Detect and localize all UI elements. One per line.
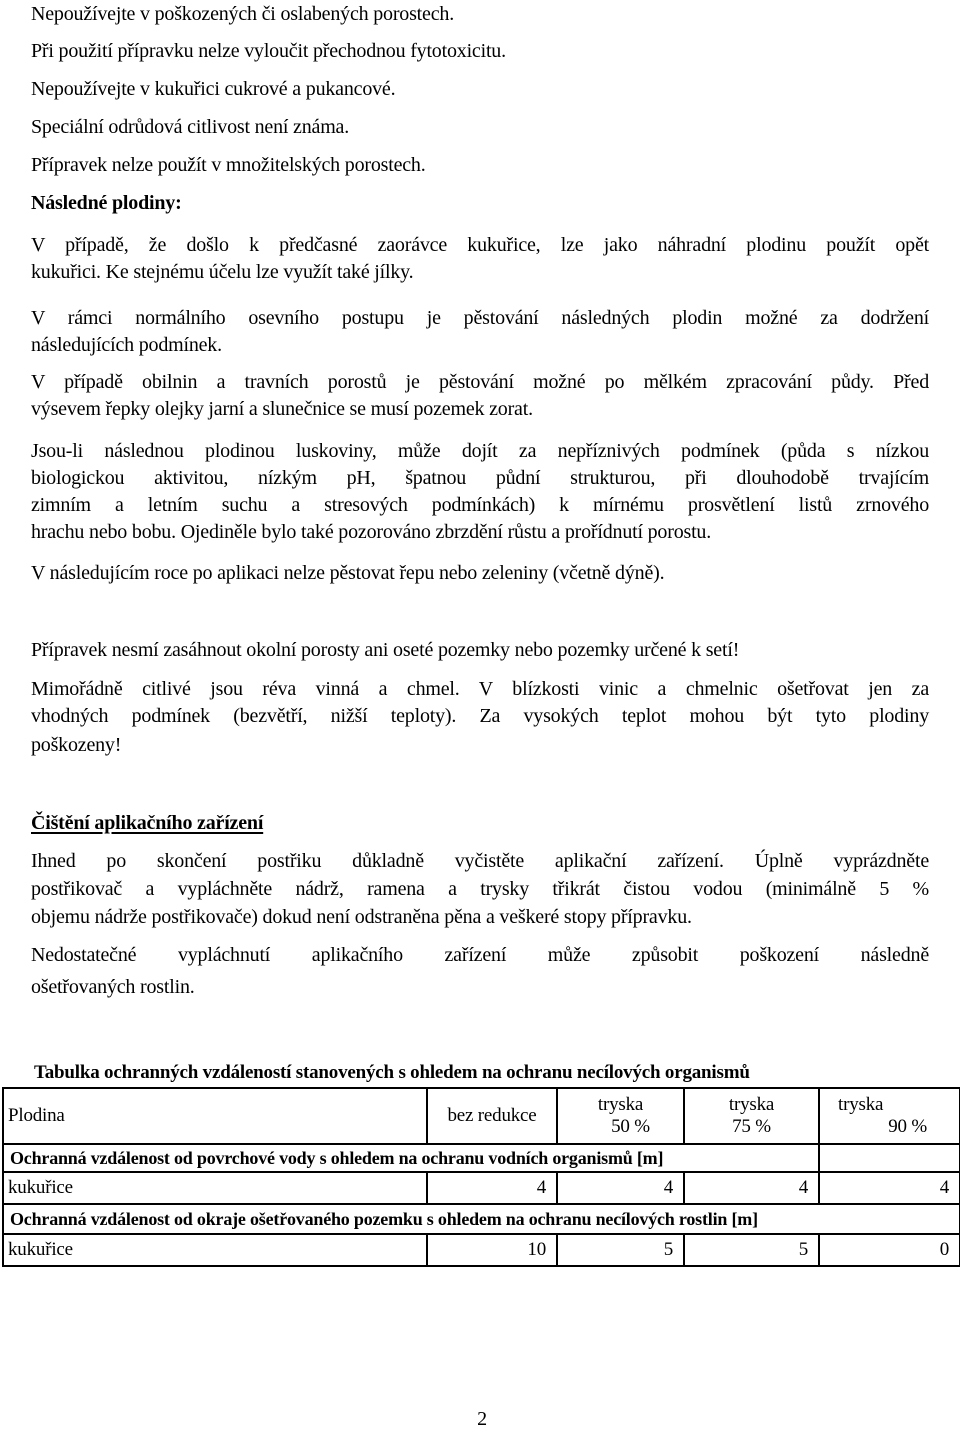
value-nozzle-75: 5	[684, 1234, 819, 1266]
paragraph-line: zimním a letním suchu a stresových podmínkách) k mírnému prosvětlení listů zrnového	[31, 494, 929, 516]
protection-distance-table	[2, 1087, 960, 1267]
paragraph-line: kukuřici. Ke stejnému účelu lze využít také jílky.	[31, 261, 414, 283]
header-nozzle-50	[557, 1088, 684, 1144]
row-crop: kukuřice	[3, 1234, 427, 1266]
nozzle-label: tryska	[728, 1094, 775, 1115]
section-heading-following-crops: Následné plodiny:	[31, 192, 182, 214]
paragraph-line: Ihned po skončení postřiku důkladně vyčistěte aplikační zařízení. Úplně vyprázdněte	[31, 850, 929, 872]
paragraph-line: V případě obilnin a travních porostů je pěstování možné po mělkém zpracování půdy. Před	[31, 371, 929, 393]
value-no-reduction: 10	[427, 1234, 557, 1266]
value-no-reduction: 4	[427, 1172, 557, 1204]
paragraph-line: biologickou aktivitou, nízkým pH, špatnou půdní strukturou, při dlouhodobě trvajícím	[31, 467, 929, 489]
paragraph-line: výsevem řepky olejky jarní a slunečnice se musí pozemek zorat.	[31, 398, 533, 420]
restriction-line: Nepoužívejte v poškozených či oslabených porostech.	[31, 3, 454, 25]
table-row	[3, 1172, 960, 1204]
table-title: Tabulka ochranných vzdáleností stanovených s ohledem na ochranu necílových organismů	[34, 1062, 750, 1083]
section-plant-distance: Ochranná vzdálenost od okraje ošetřovaného pozemku s ohledem na ochranu necílových rostlin [m]	[3, 1204, 960, 1234]
paragraph-line: Nedostatečné vypláchnutí aplikačního zařízení může způsobit poškození následně	[31, 944, 929, 966]
nozzle-percent: 75 %	[732, 1116, 771, 1137]
table-section-row	[3, 1144, 960, 1172]
paragraph-line: Přípravek nesmí zasáhnout okolní porosty ani oseté pozemky nebo pozemky určené k setí!	[31, 639, 740, 661]
paragraph-line: objemu nádrže postřikovače) dokud není odstraněna pěna a veškeré stopy přípravku.	[31, 906, 692, 928]
value-nozzle-90: 0	[819, 1234, 960, 1266]
nozzle-percent: 90 %	[888, 1116, 927, 1137]
paragraph-line: následujících podmínek.	[31, 334, 222, 356]
value-nozzle-90: 4	[819, 1172, 960, 1204]
paragraph-line: hrachu nebo bobu. Ojediněle bylo také pozorováno zbrzdění růstu a prořídnutí porostu.	[31, 521, 712, 543]
header-nozzle-75	[684, 1088, 819, 1144]
section-water-distance: Ochranná vzdálenost od povrchové vody s ohledem na ochranu vodních organismů [m]	[3, 1144, 819, 1172]
page-number: 2	[477, 1408, 487, 1430]
paragraph-line: poškozeny!	[31, 734, 122, 756]
paragraph-line: V případě, že došlo k předčasné zaorávce kukuřice, lze jako náhradní plodinu použít opět	[31, 234, 929, 256]
restriction-line: Nepoužívejte v kukuřici cukrové a pukancové.	[31, 78, 396, 100]
value-nozzle-50: 4	[557, 1172, 684, 1204]
table-section-row	[3, 1204, 960, 1234]
table-header-row	[3, 1088, 960, 1144]
restriction-line: Přípravek nelze použít v množitelských porostech.	[31, 154, 426, 176]
paragraph-line: V následujícím roce po aplikaci nelze pěstovat řepu nebo zeleniny (včetně dýně).	[31, 562, 665, 584]
nozzle-label: tryska	[597, 1094, 644, 1115]
restriction-line: Při použití přípravku nelze vyloučit přechodnou fytotoxicitu.	[31, 40, 506, 62]
header-no-reduction: bez redukce	[427, 1088, 557, 1144]
nozzle-label: tryska	[838, 1094, 884, 1115]
nozzle-percent: 50 %	[611, 1116, 650, 1137]
header-nozzle-90	[819, 1088, 960, 1144]
paragraph-line: ošetřovaných rostlin.	[31, 976, 195, 998]
paragraph-line: postřikovač a vypláchněte nádrž, ramena a trysky třikrát čistou vodou (minimálně 5 %	[31, 878, 929, 900]
value-nozzle-75: 4	[684, 1172, 819, 1204]
paragraph-line: V rámci normálního osevního postupu je pěstování následných plodin možné za dodržení	[31, 307, 929, 329]
paragraph-line: Mimořádně citlivé jsou réva vinná a chmel. V blízkosti vinic a chmelnic ošetřovat jen za	[31, 678, 929, 700]
empty-cell	[819, 1144, 960, 1172]
paragraph-line: vhodných podmínek (bezvětří, nižší teploty). Za vysokých teplot mohou být tyto plodiny	[31, 705, 929, 727]
table-row	[3, 1234, 960, 1266]
restriction-line: Speciální odrůdová citlivost není známa.	[31, 116, 350, 138]
section-heading-cleaning: Čištění aplikačního zařízení	[31, 812, 264, 834]
header-crop: Plodina	[3, 1088, 427, 1144]
value-nozzle-50: 5	[557, 1234, 684, 1266]
row-crop: kukuřice	[3, 1172, 427, 1204]
paragraph-line: Jsou-li následnou plodinou luskoviny, může dojít za nepříznivých podmínek (půda s nízkou	[31, 440, 929, 462]
